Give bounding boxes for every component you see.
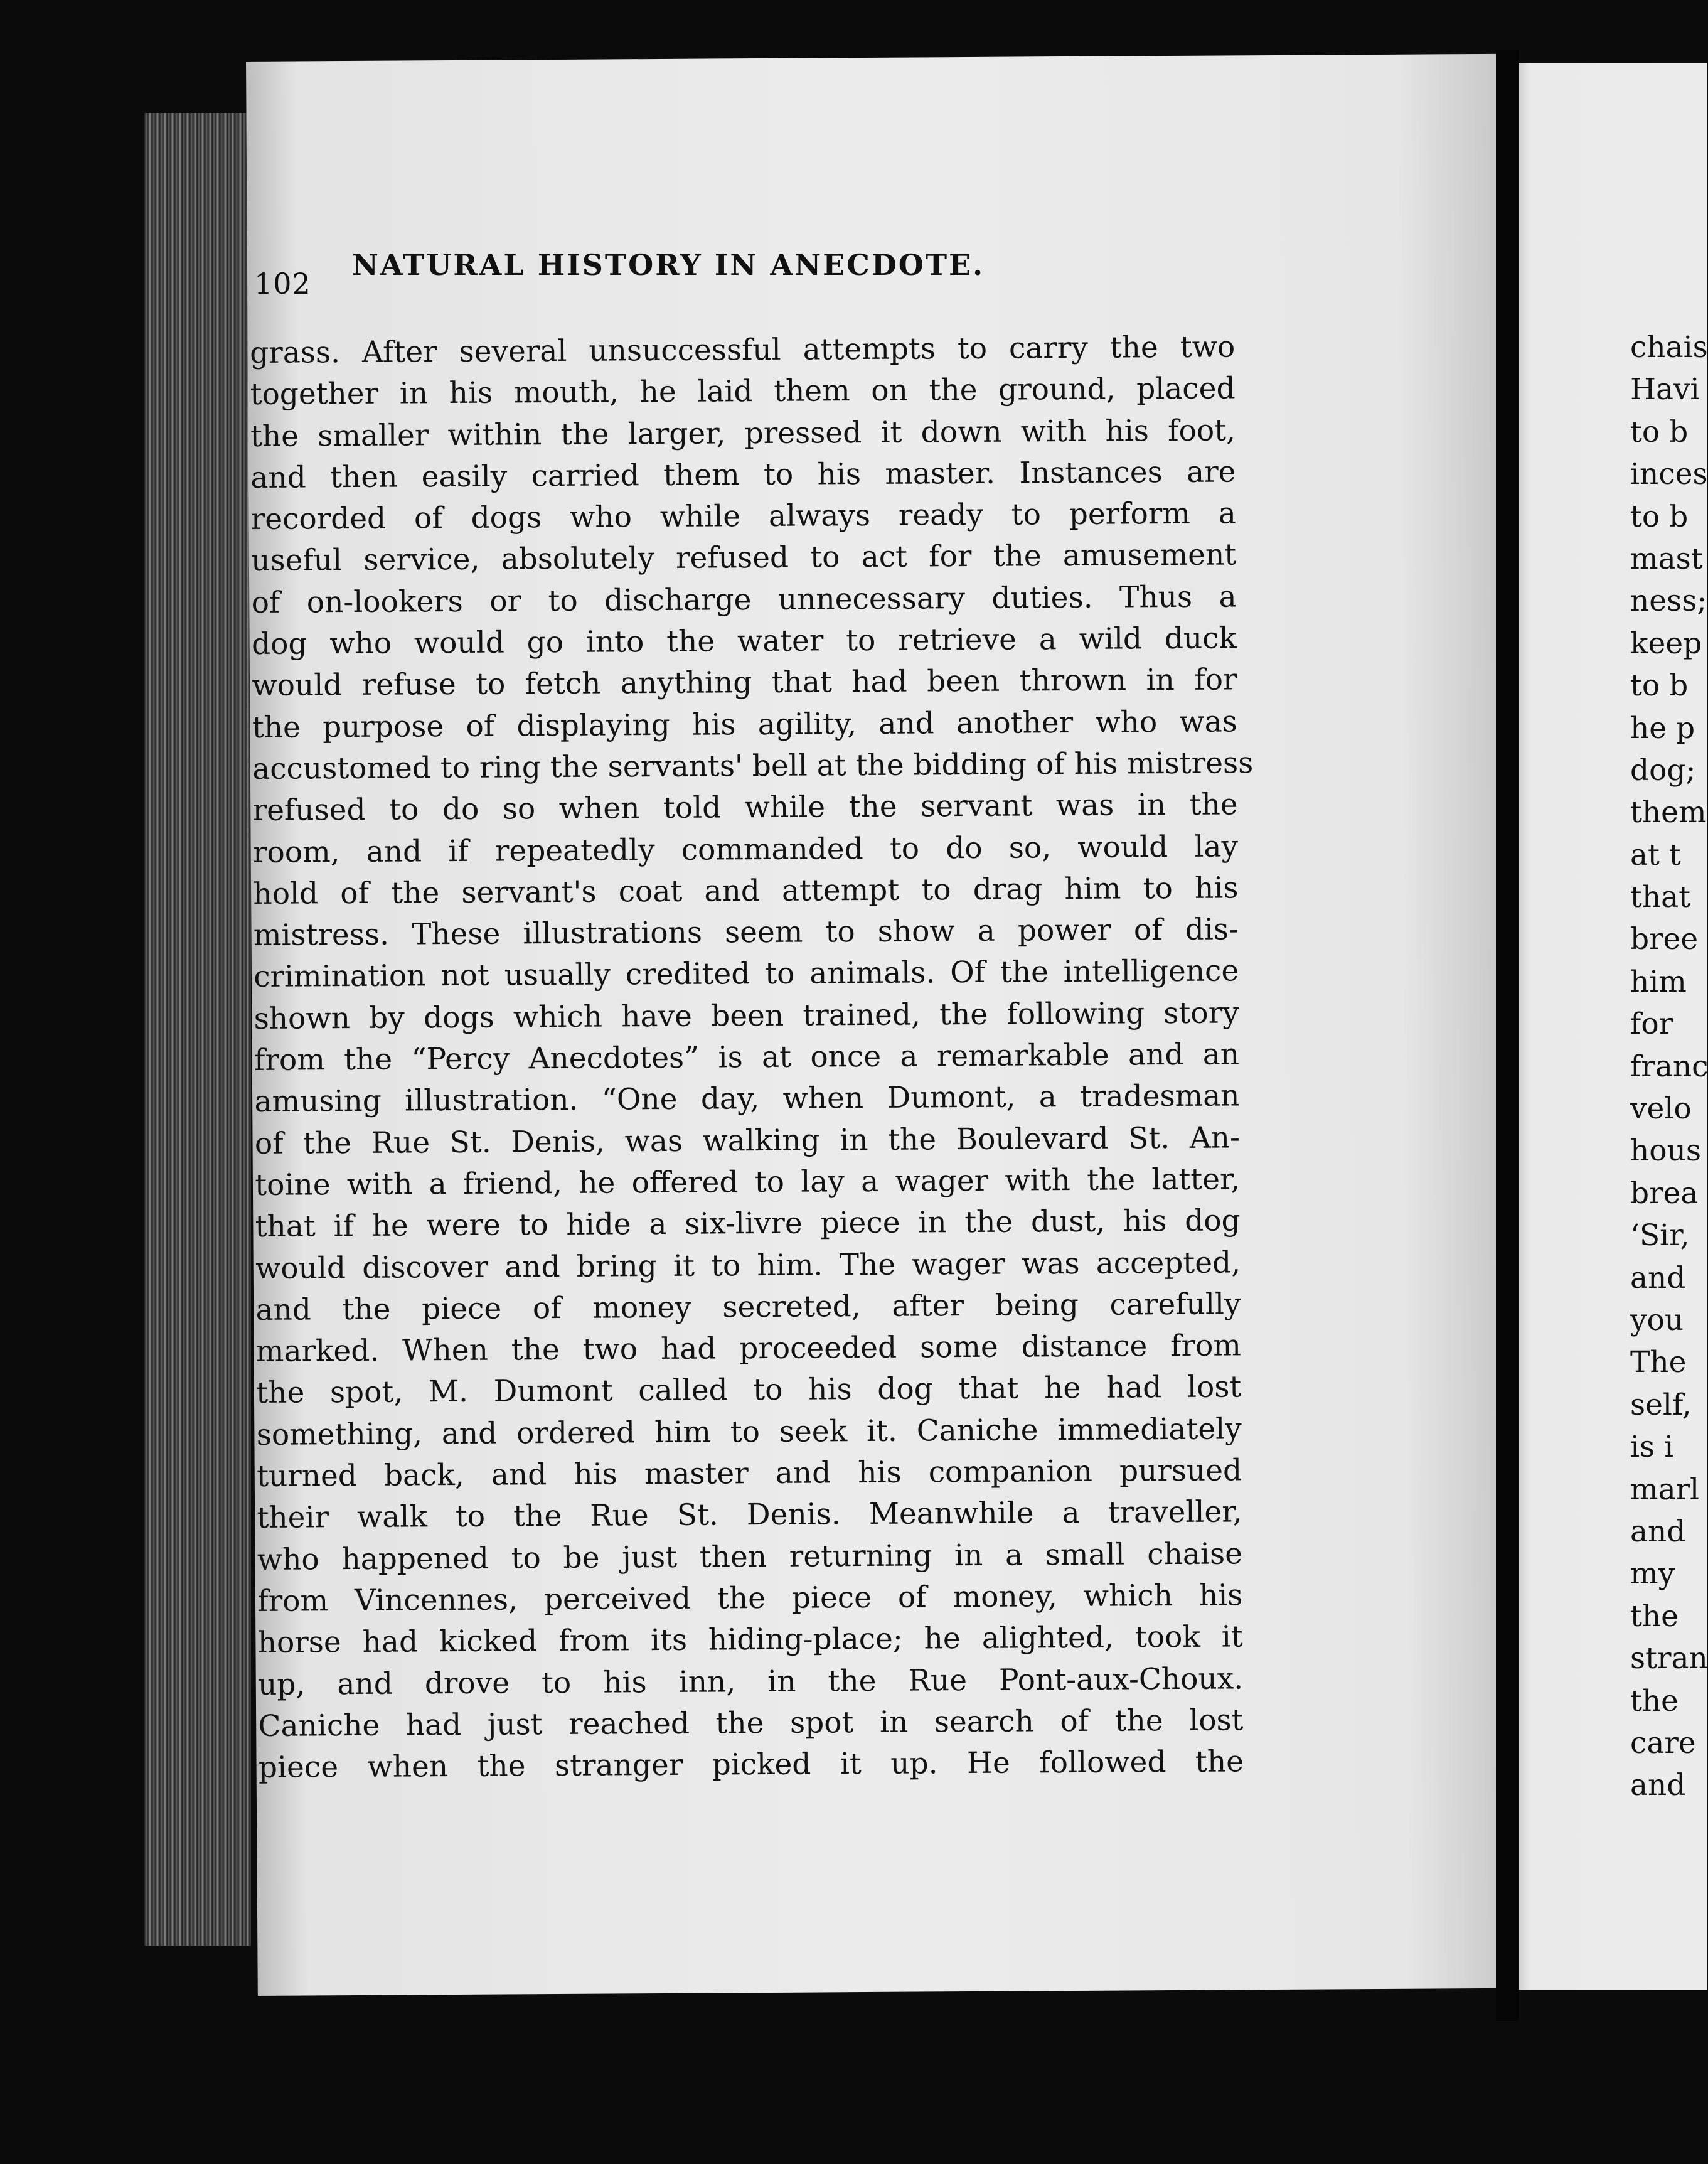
text-line-fragment: at t [1630, 837, 1681, 872]
text-line-fragment: ‘Sir, [1630, 1218, 1690, 1253]
text-line: that if he were to hide a six-livre piece in the dust, his dog [255, 1203, 1241, 1245]
running-head: NATURAL HISTORY IN ANECDOTE. [351, 248, 985, 282]
text-line: room, and if repeatedly commanded to do so, would lay [252, 828, 1239, 870]
text-line-fragment: him [1630, 964, 1687, 999]
text-line-fragment: care [1630, 1725, 1696, 1760]
text-line: amusing illustration. “One day, when Dumont, a tradesman [254, 1078, 1240, 1120]
text-line: of the Rue St. Denis, was walking in the Boulevard St. An- [254, 1120, 1241, 1161]
text-line-fragment: to b [1630, 499, 1689, 534]
text-line-fragment: to b [1630, 414, 1689, 449]
text-line: and the piece of money secreted, after being carefully [255, 1287, 1241, 1327]
left-page-body-text [250, 326, 1254, 1789]
text-line-fragment: he p [1630, 710, 1695, 746]
book-gutter [1496, 50, 1519, 2021]
text-line-fragment: chais [1630, 330, 1708, 365]
text-line: something, and ordered him to seek it. Caniche immediately [256, 1411, 1242, 1452]
text-line-fragment: ness; [1630, 584, 1707, 619]
text-line: recorded of dogs who while always ready to perform a [250, 496, 1236, 537]
text-line: shown by dogs which have been trained, the following story [254, 995, 1239, 1036]
right-page-text-fragments [1630, 326, 1708, 1807]
text-line: would discover and bring it to him. The wager was accepted, [255, 1245, 1241, 1286]
text-line-fragment: is i [1630, 1430, 1674, 1465]
text-line: accustomed to ring the servants' bell at the bidding of his mistress [252, 746, 1254, 786]
text-line: toine with a friend, he offered to lay a wager with the latter, [255, 1162, 1241, 1203]
text-line-fragment: to b [1630, 668, 1689, 704]
text-line-fragment: self, [1630, 1387, 1692, 1422]
text-line: useful service, absolutely refused to act for the amusement [251, 537, 1237, 579]
text-line-fragment: for [1630, 1007, 1673, 1042]
page-number: 102 [254, 267, 311, 301]
text-line-fragment: keep [1630, 626, 1702, 661]
text-line: the purpose of displaying his agility, and another who was [252, 704, 1237, 745]
text-line: piece when the stranger picked it up. He followed the [258, 1744, 1244, 1786]
page-header [254, 248, 1233, 301]
text-line-fragment: dog; [1630, 753, 1696, 788]
text-line-fragment: franc [1630, 1049, 1708, 1084]
text-line: hold of the servant's coat and attempt to drag him to his [253, 870, 1239, 911]
text-line-fragment: and [1630, 1260, 1686, 1295]
text-line-fragment: hous [1630, 1133, 1701, 1169]
text-line: who happened to be just then returning in a small chaise [257, 1536, 1243, 1577]
text-line: marked. When the two had proceeded some distance from [255, 1328, 1242, 1369]
text-line-fragment: brea [1630, 1176, 1699, 1211]
text-line-fragment: mast [1630, 541, 1703, 576]
text-line-fragment: marl [1630, 1472, 1700, 1507]
text-line-fragment: them [1630, 795, 1707, 830]
text-line-fragment: my [1630, 1556, 1675, 1592]
text-line-fragment: you [1630, 1302, 1684, 1337]
text-line-fragment: bree [1630, 922, 1699, 957]
text-line-fragment: and [1630, 1768, 1686, 1803]
text-line: refused to do so when told while the servant was in the [252, 787, 1238, 828]
text-line: turned back, and his master and his companion pursued [256, 1453, 1242, 1494]
text-line: their walk to the Rue St. Denis. Meanwhile a traveller, [257, 1494, 1242, 1536]
text-line-fragment: The [1630, 1345, 1687, 1380]
text-line-fragment: velo [1630, 1091, 1692, 1127]
text-line: Caniche had just reached the spot in search of the lost [258, 1703, 1244, 1744]
text-line: the spot, M. Dumont called to his dog that he had lost [256, 1369, 1242, 1411]
text-line: dog who would go into the water to retrieve a wild duck [251, 621, 1237, 662]
text-line-fragment: Havi [1630, 372, 1700, 407]
text-line: would refuse to fetch anything that had been thrown in for [252, 662, 1237, 704]
text-line: from Vincennes, perceived the piece of money, which his [257, 1578, 1243, 1619]
text-line: grass. After several unsuccessful attempts to carry the two [250, 329, 1236, 370]
text-line: of on-lookers or to discharge unnecessary duties. Thus a [251, 579, 1237, 620]
text-line-fragment: the [1630, 1683, 1679, 1718]
text-line-fragment: inces [1630, 457, 1708, 492]
text-line-fragment: stran [1630, 1641, 1708, 1676]
text-line: crimination not usually credited to animals. Of the intelligence [254, 953, 1239, 995]
text-line: horse had kicked from its hiding-place; he alighted, took it [257, 1619, 1243, 1661]
text-line-fragment: and [1630, 1514, 1686, 1549]
text-line: and then easily carried them to his master. Instances are [250, 454, 1236, 495]
text-line: mistress. These illustrations seem to show a power of dis- [253, 912, 1239, 953]
text-line: the smaller within the larger, pressed it down with his foot, [250, 413, 1236, 454]
text-line: together in his mouth, he laid them on the ground, placed [250, 371, 1236, 412]
text-line-fragment: the [1630, 1599, 1679, 1634]
text-line: up, and drove to his inn, in the Rue Pont-aux-Choux. [257, 1661, 1244, 1702]
book-page-edges [144, 113, 251, 1946]
text-line-fragment: that [1630, 880, 1691, 915]
text-line: from the “Percy Anecdotes” is at once a remarkable and an [254, 1037, 1240, 1078]
